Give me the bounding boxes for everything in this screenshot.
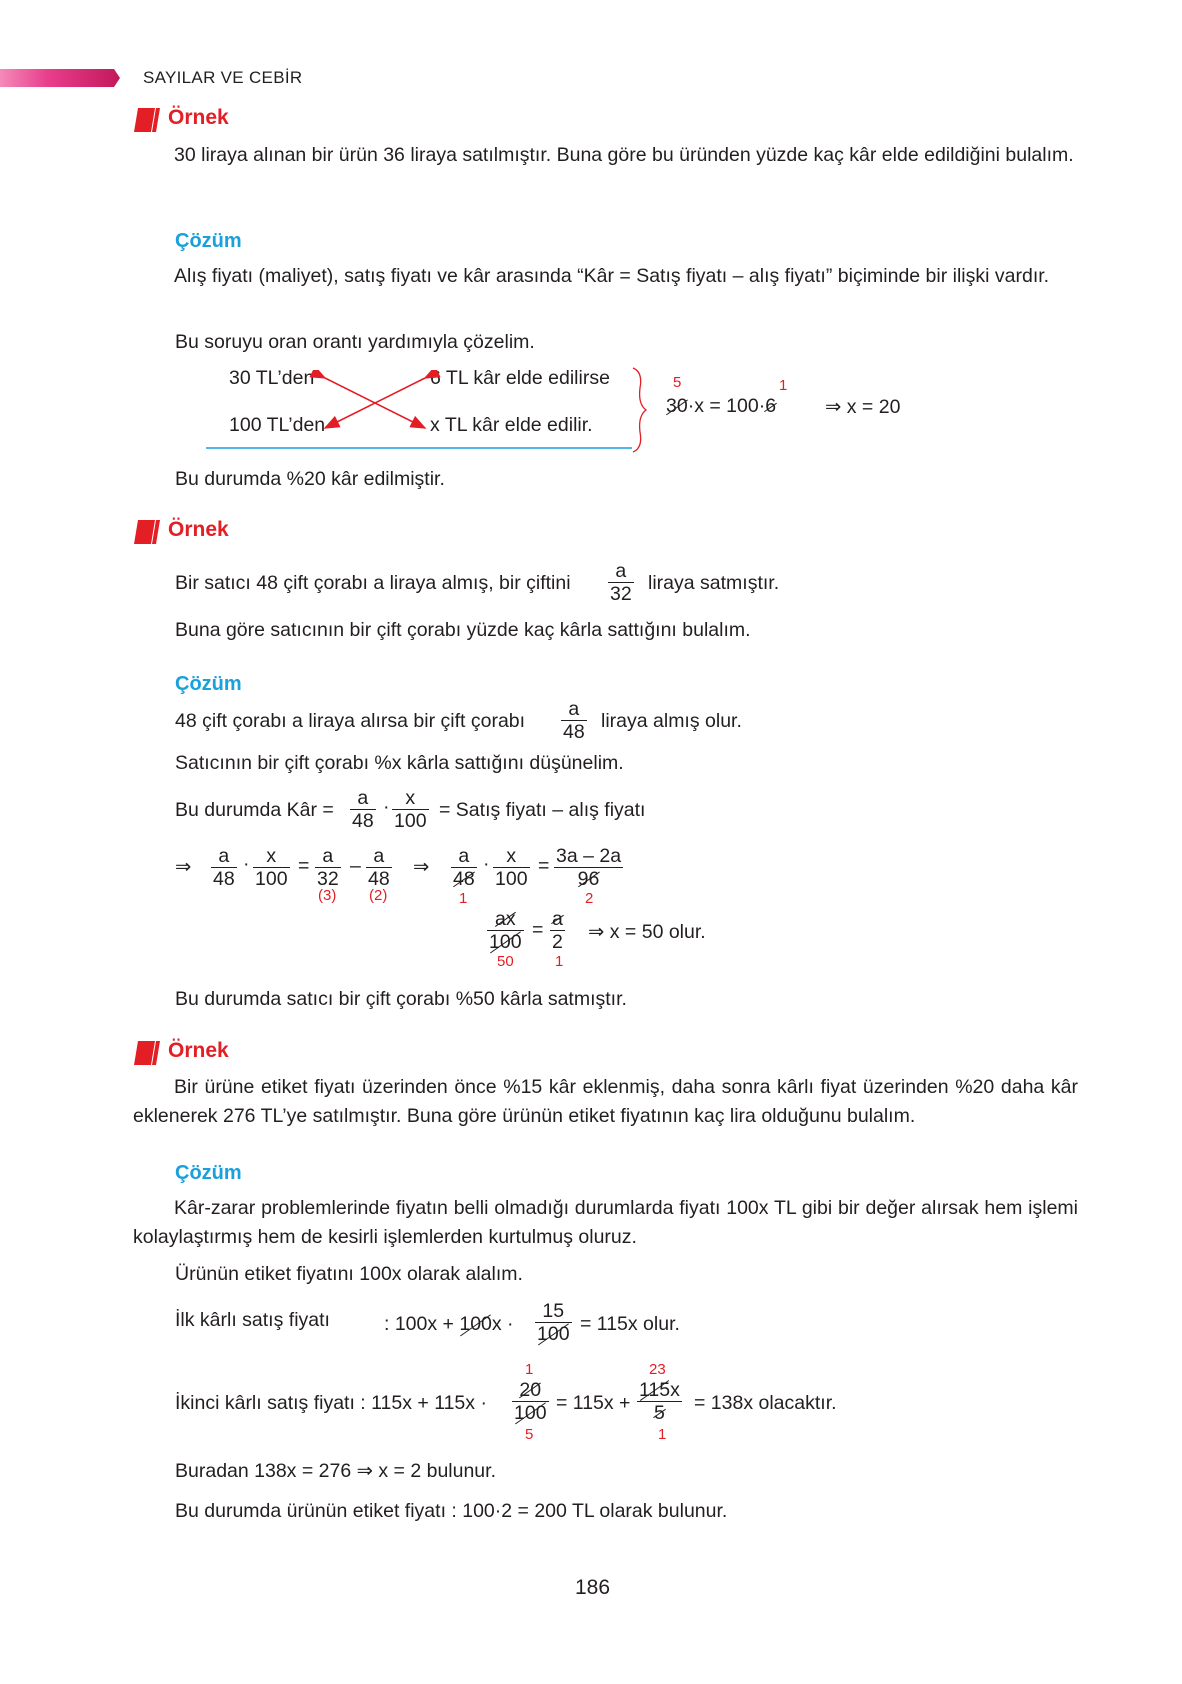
fraction-a-over-48: $\frac{a}{48}$ — [563, 698, 585, 743]
dot-operator: · — [383, 796, 390, 818]
first-price-expr: : 100x + 100x · — [384, 1313, 514, 1335]
cancel-note: 50 — [497, 953, 514, 970]
cancel-note: 5 — [525, 1426, 534, 1443]
example-title: Örnek — [168, 106, 229, 129]
fraction: $\frac{115x}{5}$ — [639, 1379, 680, 1424]
example-marker-icon — [133, 1039, 161, 1067]
example-question: Bir ürüne etiket fiyatı üzerinden önce %15 kâr eklenmiş, daha sonra kârlı fiyat üzerinden %20 daha kâr eklenerek 276 TL’ye satılmıştır. Buna göre ürünün etiket fiyatının kaç lira olduğunu bulalım. — [133, 1076, 1078, 1127]
solution-text: Buradan 138x = 276 ⇒ x = 2 bulunur. — [175, 1460, 496, 1482]
solution-title: Çözüm — [175, 230, 242, 252]
implies-arrow: ⇒ — [413, 856, 430, 878]
solution-paragraph: Kâr-zarar problemlerinde fiyatın belli olmadığı durumlarda fiyatı 100x TL gibi bir değer alırsak hem işlemi kolaylaştırmış hem de kesirli işlemlerden kurtulmuş oluruz. — [133, 1197, 1078, 1248]
section-title: SAYILAR VE CEBİR — [143, 68, 303, 87]
cancel-note: 23 — [649, 1361, 666, 1378]
ratio-row2-left: 100 TL’den — [229, 414, 326, 436]
multiplier-note: (2) — [369, 887, 388, 904]
solution-text: 48 çift çorabı a liraya alırsa bir çift çorabı — [175, 710, 526, 732]
question-text: liraya satmıştır. — [648, 572, 780, 594]
fraction: $\frac{a}{2}$ — [552, 908, 563, 953]
profit-label: Bu durumda Kâr = — [175, 799, 334, 821]
ratio-row2-right: x TL kâr elde edilir. — [430, 414, 593, 436]
profit-formula: = Satış fiyatı – alış fiyatı — [439, 799, 646, 821]
dot-operator: · — [483, 853, 490, 875]
solution-text: liraya almış olur. — [601, 710, 742, 732]
fraction: $\frac{x}{100}$ — [394, 787, 427, 832]
solution-text: Satıcının bir çift çorabı %x kârla sattığını düşünelim. — [175, 752, 624, 774]
equals-sign: = — [532, 919, 544, 941]
equals-sign: = — [298, 855, 310, 877]
second-price-label: İkinci kârlı satış fiyatı : 115x + 115x · — [175, 1392, 487, 1414]
fraction: $\frac{3a - 2a}{96}$ — [556, 845, 622, 890]
example-marker-icon — [133, 106, 161, 134]
cancel-note: 2 — [585, 890, 594, 907]
equation-result: ⇒ x = 20 — [825, 396, 901, 418]
equals-sign: = — [538, 855, 550, 877]
final-answer: Bu durumda ürünün etiket fiyatı : 100·2 = 200 TL olarak bulunur. — [175, 1500, 728, 1522]
cancel-note: 1 — [658, 1426, 667, 1443]
fraction: $\frac{a}{48}$ — [352, 787, 374, 832]
cancel-note-5: 5 — [673, 374, 682, 391]
example-title: Örnek — [168, 518, 229, 541]
question-text: Buna göre satıcının bir çift çorabı yüzde kaç kârla sattığını bulalım. — [175, 619, 751, 641]
fraction: $\frac{a}{32}$ — [317, 845, 339, 890]
fraction: $\frac{15}{100}$ — [537, 1300, 570, 1345]
solution-title: Çözüm — [175, 1162, 242, 1184]
fraction: $\frac{a}{48}$ — [368, 845, 390, 890]
page-number: 186 — [575, 1576, 611, 1599]
solution-title: Çözüm — [175, 673, 242, 695]
cross-ratio-diagram — [200, 370, 640, 460]
ratio-row1-left: 30 TL’den — [229, 367, 315, 389]
fraction: $\frac{a}{48}$ — [453, 845, 475, 890]
second-price-mid: = 115x + — [556, 1392, 631, 1414]
fraction: $\frac{x}{100}$ — [255, 845, 288, 890]
conclusion-text: Bu durumda satıcı bir çift çorabı %50 kârla satmıştır. — [175, 988, 627, 1010]
equation-line: 30·x = 100·6 — [666, 395, 777, 417]
equation-result: ⇒ x = 50 olur. — [588, 921, 706, 943]
first-price-label: İlk kârlı satış fiyatı — [175, 1309, 330, 1331]
fraction: $\frac{a}{48}$ — [213, 845, 235, 890]
brace-icon — [630, 366, 650, 454]
multiplier-note: (3) — [318, 887, 337, 904]
fraction: $\frac{ax}{100}$ — [489, 908, 522, 953]
ratio-row1-right: 6 TL kâr elde edilirse — [430, 367, 610, 389]
fraction-a-over-32: $\frac{a}{32}$ — [610, 560, 632, 605]
dot-operator: · — [243, 853, 250, 875]
second-price-result: = 138x olacaktır. — [694, 1392, 837, 1414]
solution-text: Bu soruyu oran orantı yardımıyla çözelim. — [175, 331, 535, 353]
implies-arrow: ⇒ — [175, 856, 192, 878]
fraction: $\frac{x}{100}$ — [495, 845, 528, 890]
fraction: $\frac{20}{100}$ — [514, 1379, 547, 1424]
example-marker-icon — [133, 518, 161, 546]
question-text: Bir satıcı 48 çift çorabı a liraya almış, bir çiftini — [175, 572, 571, 594]
cancel-note: 1 — [459, 890, 468, 907]
cancel-note-1: 1 — [779, 377, 788, 394]
first-price-result: = 115x olur. — [580, 1313, 680, 1335]
example-title: Örnek — [168, 1039, 229, 1062]
minus-sign: – — [350, 855, 361, 877]
cancel-note: 1 — [555, 953, 564, 970]
solution-paragraph: Alış fiyatı (maliyet), satış fiyatı ve kâr arasında “Kâr = Satış fiyatı – alış fiyatı” biçiminde bir ilişki vardır. — [174, 265, 1050, 287]
conclusion-text: Bu durumda %20 kâr edilmiştir. — [175, 468, 445, 490]
example-question: 30 liraya alınan bir ürün 36 liraya satılmıştır. Buna göre bu üründen yüzde kaç kâr elde edildiğini bulalım. — [174, 144, 1074, 166]
solution-text: Ürünün etiket fiyatını 100x olarak alalım. — [175, 1263, 523, 1285]
section-color-bar — [0, 69, 120, 87]
cancel-note: 1 — [525, 1361, 534, 1378]
